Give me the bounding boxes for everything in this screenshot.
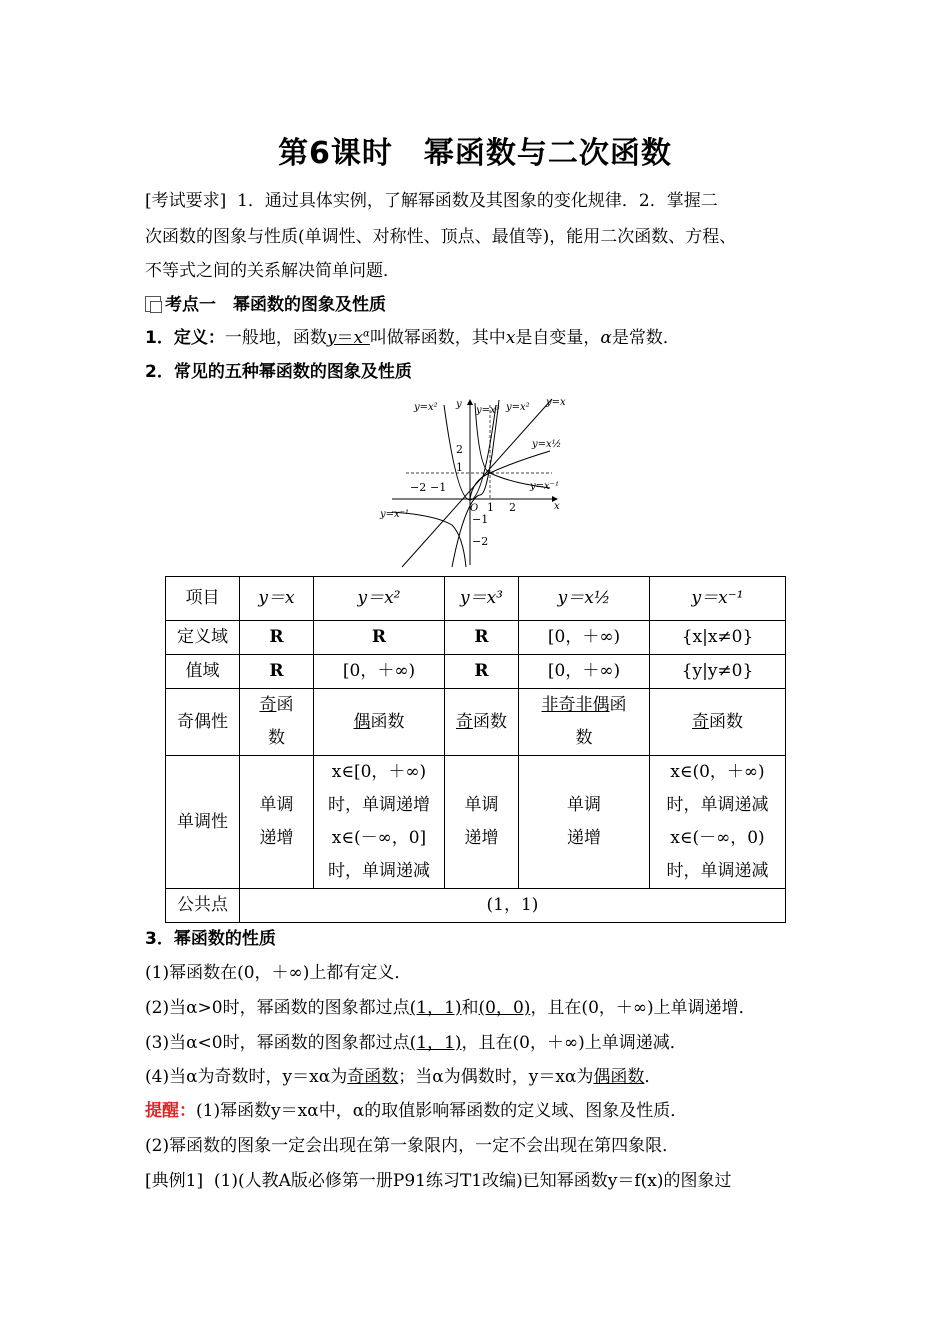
cell: 单调 递增 bbox=[519, 756, 650, 889]
label-yx2-left: y=x² bbox=[414, 402, 438, 413]
cell: 单调 递增 bbox=[445, 756, 519, 889]
requirements-line-2: 次函数的图象与性质(单调性、对称性、顶点、最值等)，能用二次函数、方程、 bbox=[145, 227, 737, 247]
cell: [0，＋∞) bbox=[314, 655, 445, 689]
label-yx-inv-left: y=x⁻¹ bbox=[380, 509, 409, 520]
definition-mid: 叫做幂函数，其中 bbox=[369, 328, 506, 348]
requirements-line-3: 不等式之间的关系解决简单问题． bbox=[145, 261, 400, 281]
cell: R bbox=[240, 655, 314, 689]
table-row-domain bbox=[166, 621, 786, 655]
cell: [0，＋∞) bbox=[519, 655, 650, 689]
cell: 非奇非偶函 数 bbox=[519, 689, 650, 756]
row-label: 单调性 bbox=[166, 756, 240, 889]
cell: {x|x≠0} bbox=[650, 621, 786, 655]
definition-line: 1．定义：一般地，函数$y=x^\alpha$叫做幂函数，其中x是自变量，α是常数． bbox=[145, 328, 680, 348]
section-title: 考点一 幂函数的图象及性质 bbox=[165, 295, 386, 315]
table-row-common bbox=[166, 889, 786, 923]
cell: R bbox=[314, 621, 445, 655]
row-label: 值域 bbox=[166, 655, 240, 689]
label-x-axis: x bbox=[554, 501, 560, 512]
tick-y-1: 1 bbox=[456, 461, 463, 474]
prop-2: (2)当α>0时，幂函数的图象都过点(1，1)和(0，0)，且在(0，＋∞)上单调递增． bbox=[145, 998, 756, 1018]
cell: R bbox=[240, 621, 314, 655]
label-y-axis: y bbox=[456, 399, 462, 410]
header-cell: y＝x bbox=[240, 577, 314, 621]
label-yx3: y=x³ bbox=[476, 405, 500, 416]
label-yx2-right: y=x² bbox=[506, 402, 530, 413]
cell: 奇函数 bbox=[650, 689, 786, 756]
label-yx-inv-right: y=x⁻¹ bbox=[530, 481, 559, 492]
requirements-tag: [考试要求] bbox=[145, 191, 227, 211]
header-cell: y＝x² bbox=[314, 577, 445, 621]
example-line bbox=[145, 1170, 732, 1192]
power-function-graph bbox=[372, 395, 582, 570]
table-row-parity bbox=[166, 689, 786, 756]
table-row-monotonicity bbox=[166, 756, 786, 889]
requirements-line-1 bbox=[145, 190, 718, 212]
cell: R bbox=[445, 655, 519, 689]
prop-1: (1)幂函数在(0，＋∞)上都有定义． bbox=[145, 963, 412, 983]
prop-3: (3)当α<0时，幂函数的图象都过点(1，1)，且在(0，＋∞)上单调递减． bbox=[145, 1033, 687, 1053]
cell: 偶函数 bbox=[314, 689, 445, 756]
prop-4: (4)当α为奇数时，y＝xα为奇函数；当α为偶数时，y＝xα为偶函数． bbox=[145, 1067, 662, 1087]
table-row-header bbox=[166, 577, 786, 621]
cell: 奇函 数 bbox=[240, 689, 314, 756]
definition-before: 一般地，函数 bbox=[224, 328, 327, 348]
section-icon bbox=[145, 296, 161, 312]
cell: (1，1) bbox=[240, 889, 786, 923]
cell: 奇函数 bbox=[445, 689, 519, 756]
curve-y-inv-left bbox=[392, 512, 466, 567]
header-cell: y＝x⁻¹ bbox=[650, 577, 786, 621]
tick-x-2: 2 bbox=[509, 501, 516, 514]
reminder-label: 提醒： bbox=[145, 1101, 196, 1121]
reminder-line-1: 提醒：(1)幂函数y＝xα中，α的取值影响幂函数的定义域、图象及性质． bbox=[145, 1101, 688, 1121]
table-row-range bbox=[166, 655, 786, 689]
tick-y-neg2: −2 bbox=[472, 535, 489, 548]
cell: 单调 递增 bbox=[240, 756, 314, 889]
tick-y-neg1: −1 bbox=[472, 513, 489, 526]
tick-x-neg2: −2 bbox=[410, 481, 427, 494]
item2-heading: 2．常见的五种幂函数的图象及性质 bbox=[145, 362, 412, 382]
row-label: 定义域 bbox=[166, 621, 240, 655]
header-cell: y＝x³ bbox=[445, 577, 519, 621]
header-cell: 项目 bbox=[166, 577, 240, 621]
properties-table bbox=[165, 576, 786, 923]
cell: x∈(0，＋∞) 时，单调递减 x∈(－∞，0) 时，单调递减 bbox=[650, 756, 786, 889]
page-title: 第6课时 幂函数与二次函数 bbox=[278, 136, 672, 171]
header-cell: y＝x½ bbox=[519, 577, 650, 621]
cell: x∈[0，＋∞) 时，单调递增 x∈(－∞，0] 时，单调递减 bbox=[314, 756, 445, 889]
requirements-text-1: 1．通过具体实例，了解幂函数及其图象的变化规律．2．掌握二 bbox=[237, 191, 718, 211]
cell: {y|y≠0} bbox=[650, 655, 786, 689]
row-label: 公共点 bbox=[166, 889, 240, 923]
cell: R bbox=[445, 621, 519, 655]
section-heading bbox=[145, 294, 386, 316]
row-label: 奇偶性 bbox=[166, 689, 240, 756]
item3-heading: 3．幂函数的性质 bbox=[145, 929, 276, 949]
example-tag: [典例1] bbox=[145, 1171, 204, 1191]
example-text: (1)(人教A版必修第一册P91练习T1改编)已知幂函数y＝f(x)的图象过 bbox=[213, 1171, 732, 1191]
label-origin: O bbox=[470, 503, 479, 514]
label-yx: y=x bbox=[546, 397, 566, 408]
cell: [0，＋∞) bbox=[519, 621, 650, 655]
tick-y-2: 2 bbox=[456, 443, 463, 456]
reminder-line-2: (2)幂函数的图象一定会出现在第一象限内，一定不会出现在第四象限． bbox=[145, 1136, 680, 1156]
definition-label: 1．定义： bbox=[145, 328, 225, 348]
label-yx-half: y=x½ bbox=[532, 439, 562, 450]
tick-x-1: 1 bbox=[487, 501, 494, 514]
tick-x-neg1: −1 bbox=[430, 481, 447, 494]
definition-formula: $y=x^\alpha$ bbox=[326, 328, 370, 348]
